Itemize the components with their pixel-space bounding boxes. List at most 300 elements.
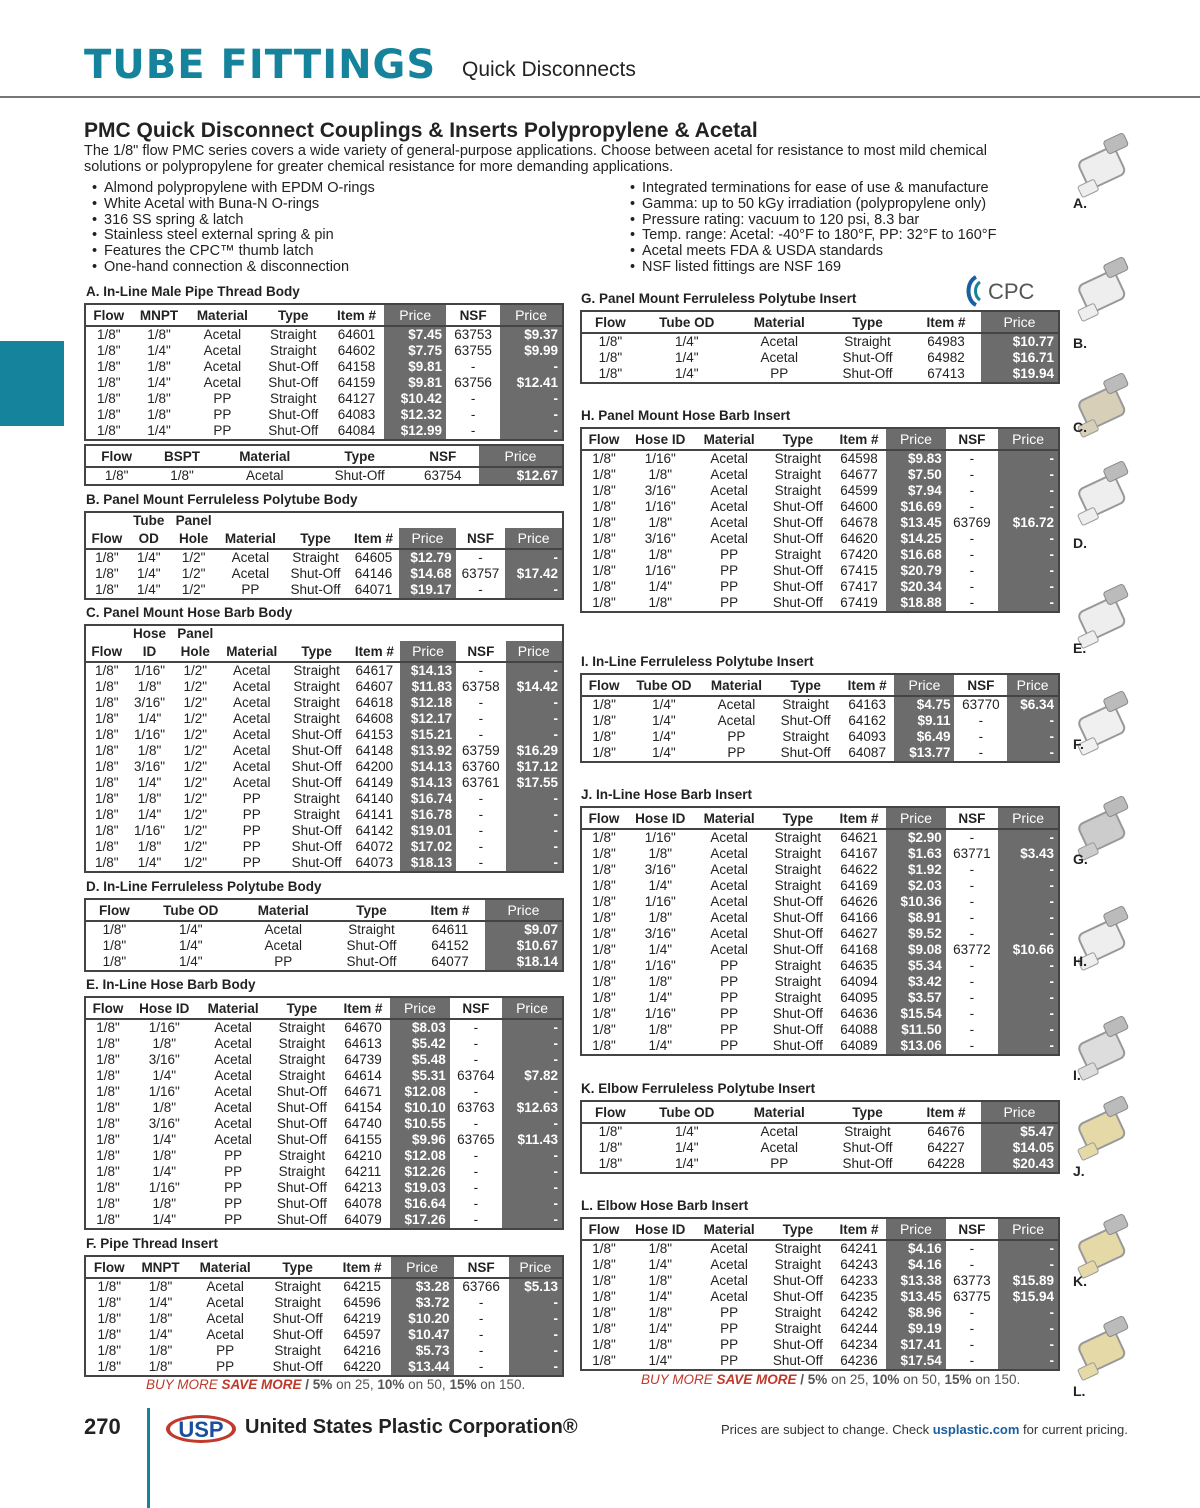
feature-bullet: • NSF listed fittings are NSF 169 [628,260,996,276]
table-header: Type [313,445,407,467]
table-header: Type [824,311,911,333]
table-cell: 1/4" [136,550,161,565]
table-cell: PP [720,563,739,578]
table-cell: - [998,450,1059,467]
table-cell: Acetal [233,743,271,758]
table-row [85,807,563,823]
table-cell: 1/4" [675,1140,699,1155]
table-cell: 64072 [355,839,394,854]
table-cell: $12.26 [390,1164,450,1180]
table-cell: Shut-Off [780,745,831,760]
table-cell: 1/2" [183,823,208,838]
table-cell: Acetal [245,468,284,483]
table-cell: Acetal [214,1116,252,1131]
table-cell: 1/8" [137,679,162,694]
table-cell: Shut-Off [276,1196,327,1211]
table-cell: - [969,1241,975,1256]
feature-list-left [90,181,375,276]
table-header: Type [258,304,328,326]
table-cell: 1/8" [592,1241,616,1256]
table-cell: Shut-Off [346,938,397,953]
product-letter-label: H. [1073,953,1087,969]
table-row [85,1132,563,1148]
table-cell: $3.42 [886,974,946,990]
table-cell: 64635 [840,958,878,973]
table-header: Type [268,997,336,1019]
table-cell: PP [242,839,261,854]
table-cell: $19.03 [390,1180,450,1196]
table-cell: - [478,1359,484,1374]
table-cell: 64234 [840,1337,878,1352]
table-cell: - [978,745,984,760]
table-header: Price [998,1218,1059,1240]
table-cell: 1/2" [183,839,208,854]
table-cell: 64141 [355,807,394,822]
table-cell: 1/8" [97,1327,122,1342]
table-cell: $9.81 [384,375,446,391]
table-cell: 63755 [454,343,492,358]
table-row [85,1148,563,1164]
table-cell: 64162 [848,713,886,728]
table-row [85,359,563,375]
table-cell: 1/4" [652,713,676,728]
table-cell: - [998,467,1059,483]
table-header-top [219,625,284,641]
table-cell: $10.55 [390,1116,450,1132]
table-cell: 1/8" [148,1359,173,1374]
table-cell: - [478,550,483,565]
table-cell: Shut-Off [772,499,823,514]
table-cell: 1/8" [592,878,616,893]
table-cell: 64599 [840,483,878,498]
table-cell: 1/8" [648,974,673,989]
table-header: OD [128,528,170,549]
table-cell: Straight [774,878,822,893]
table-cell: 1/4" [652,697,676,712]
table-cell: 1/16" [133,727,166,742]
table-cell: 1/16" [644,499,676,514]
table-cell: 1/8" [592,1305,616,1320]
table-cell: $16.64 [390,1196,450,1212]
table-cell: 1/16" [148,1180,180,1195]
table-cell: Straight [293,711,340,726]
fitting-product-image [1070,132,1146,202]
table-row [85,1036,563,1052]
pricing-note: Prices are subject to change. Check usplastic.com for current pricing. [721,1422,1128,1437]
table-header: Price [998,428,1059,450]
table-cell: Shut-Off [842,366,893,381]
table-cell: PP [720,1353,739,1368]
table-cell: 1/8" [96,1164,120,1179]
table-cell: $7.82 [502,1068,563,1084]
table-cell: Shut-Off [276,1180,327,1195]
table-cell: 64094 [840,974,878,989]
table-cell: - [506,791,563,807]
table-cell: Acetal [760,334,798,349]
section-title-c: C. Panel Mount Hose Barb Body [86,605,293,620]
table-cell: 1/8" [148,1311,173,1326]
table-cell: PP [224,1212,243,1227]
table-cell: - [998,1240,1059,1257]
table-cell: - [502,1164,563,1180]
table-cell: Acetal [206,1311,244,1326]
feature-bullet: • Acetal meets FDA & USDA standards [628,244,996,260]
table-cell: 1/8" [598,366,623,381]
table-cell: $15.89 [998,1273,1059,1289]
table-cell: Straight [270,327,317,342]
table-cell: 64213 [344,1180,382,1195]
table-row [85,954,563,971]
table-cell: Shut-Off [276,1212,327,1227]
table-cell: 67419 [840,595,878,610]
table-cell: Shut-Off [772,1022,823,1037]
table-cell: $13.77 [894,745,954,762]
table-cell: 1/8" [152,1036,177,1051]
table-header: Item # [348,528,399,549]
table-cell: 1/8" [592,531,616,546]
table-cell: 64155 [344,1132,382,1147]
table-cell: 64216 [343,1343,381,1358]
table-cell: 1/8" [102,938,127,953]
section-title-e: E. In-Line Hose Barb Body [86,977,256,992]
table-cell: 1/8" [94,711,119,726]
table-row [85,711,563,727]
table-cell: 1/8" [96,1020,120,1035]
table-header: Price [886,807,946,829]
table-header: Material [694,807,763,829]
product-letter-label: I. [1073,1067,1081,1083]
table-cell: 1/8" [147,407,171,422]
table-cell: - [969,878,975,893]
table-k [580,1100,1060,1174]
table-cell: - [502,1019,563,1036]
table-cell: - [998,1257,1059,1273]
table-cell: 64600 [840,499,878,514]
table-cell: Acetal [710,926,748,941]
website-link[interactable]: usplastic.com [932,1422,1020,1437]
table-row [85,1180,563,1196]
table-row [85,1196,563,1212]
table-cell: 1/4" [137,855,162,870]
table-cell: 1/8" [94,663,119,678]
table-header: Material [187,304,259,326]
table-cell: 1/8" [96,391,121,406]
table-cell: $18.14 [485,954,563,971]
table-cell: 64613 [344,1036,382,1051]
table-cell: - [500,407,563,423]
table-cell: Acetal [233,679,271,694]
table-cell: Acetal [214,1068,252,1083]
table-cell: Straight [774,846,822,861]
table-cell: 1/4" [137,775,162,790]
table-cell: - [969,563,975,578]
table-header: Flow [581,1218,626,1240]
table-cell: 1/4" [147,343,171,358]
table-cell: Acetal [710,862,748,877]
fitting-product-image [1070,256,1146,326]
section-title-b: B. Panel Mount Ferruleless Polytube Body [86,492,358,507]
table-cell: 1/4" [148,1295,173,1310]
table-cell: 1/4" [152,1132,177,1147]
table-cell: Straight [293,791,340,806]
table-cell: 1/2" [183,679,208,694]
table-header: Price [506,641,563,662]
table-cell: - [998,926,1059,942]
table-cell: Acetal [203,343,242,358]
table-header: Flow [85,641,128,662]
table-header: Type [283,528,348,549]
table-cell: Straight [293,807,340,822]
table-cell: $4.75 [894,696,954,713]
table-cell: 1/8" [592,894,616,909]
table-cell: - [478,855,484,870]
product-letter-label: L. [1073,1383,1086,1399]
table-cell: Shut-Off [268,407,319,422]
table-cell: 64605 [354,550,393,565]
table-cell: 1/8" [97,1311,122,1326]
table-cell: PP [720,547,739,562]
table-cell: - [969,958,975,973]
table-cell: PP [720,990,739,1005]
section-title-h: H. Panel Mount Hose Barb Insert [581,408,791,423]
table-cell: Acetal [203,375,242,390]
table-row [581,1257,1059,1273]
table-cell: 1/8" [592,515,616,530]
table-cell: Straight [274,1343,321,1358]
table-cell: $7.75 [384,343,446,359]
table-cell: $16.78 [400,807,456,823]
table-cell: 1/16" [644,830,676,845]
table-cell: 1/8" [598,334,623,349]
table-cell: 1/16" [644,563,676,578]
table-header: Type [262,1256,334,1278]
table-cell: 64159 [337,375,376,390]
table-cell: - [969,830,975,845]
table-cell: Acetal [214,1036,252,1051]
table-header-top: Hose [128,625,172,641]
table-cell: $3.57 [886,990,946,1006]
table-cell: 1/16" [148,1084,180,1099]
table-header: Material [189,1256,262,1278]
table-cell: Acetal [233,663,271,678]
table-cell: 1/8" [592,499,616,514]
table-cell: 1/8" [96,1052,120,1067]
table-cell: - [470,359,476,374]
table-j [580,806,1060,1056]
table-cell: Straight [844,1124,891,1139]
table-row [581,483,1059,499]
table-cell: - [502,1180,563,1196]
table-cell: Acetal [206,1279,244,1294]
table-cell: 1/4" [648,1321,673,1336]
table-row [581,1289,1059,1305]
table-cell: Straight [278,1068,326,1083]
table-cell: Acetal [206,1295,244,1310]
table-cell: Shut-Off [268,423,319,438]
table-cell: PP [241,582,260,597]
table-cell: Acetal [710,1241,748,1256]
table-cell: 1/2" [183,727,208,742]
table-cell: Straight [774,1257,822,1272]
table-row [85,695,563,711]
table-cell: PP [242,855,261,870]
section-title-j: J. In-Line Hose Barb Insert [581,787,753,802]
table-row [581,350,1059,366]
table-cell: $19.01 [400,823,456,839]
table-cell: 1/8" [95,566,119,581]
table-cell: - [998,862,1059,878]
table-cell: - [502,1212,563,1229]
table-header: Flow [581,1101,639,1123]
table-cell: 64243 [840,1257,878,1272]
table-cell: 64215 [343,1279,381,1294]
table-cell: 64671 [344,1084,382,1099]
table-cell: - [473,1212,479,1227]
table-cell: $17.12 [506,759,563,775]
table-cell: 1/8" [96,423,121,438]
table-cell: - [998,1305,1059,1321]
table-cell: Acetal [233,727,271,742]
table-cell: Straight [278,1148,326,1163]
table-cell: 64622 [840,862,878,877]
table-cell: PP [242,791,261,806]
table-cell: 1/2" [183,663,208,678]
table-cell: Straight [774,467,822,482]
table-header: Item # [328,304,384,326]
table-cell: Shut-Off [291,775,342,790]
table-cell: Shut-Off [276,1132,327,1147]
table-cell: 1/8" [592,483,616,498]
table-cell: - [502,1116,563,1132]
table-cell: 1/16" [133,823,166,838]
table-cell: - [506,823,563,839]
table-header: NSF [946,1218,998,1240]
table-cell: - [478,1295,484,1310]
table-header: Hose ID [626,428,694,450]
table-cell: 1/8" [592,862,616,877]
table-cell: 1/16" [644,1006,676,1021]
table-cell: 1/8" [592,1337,616,1352]
table-cell: 1/8" [96,343,121,358]
table-row [85,1100,563,1116]
table-cell: Straight [774,483,822,498]
table-cell: $17.42 [505,566,563,582]
table-cell: $16.68 [886,547,946,563]
table-row [85,855,563,872]
table-cell: 64083 [337,407,376,422]
table-cell: Shut-Off [842,1140,893,1155]
table-cell: 1/8" [96,359,121,374]
table-header: NSF [446,304,500,326]
table-cell: 63765 [457,1132,495,1147]
table-row [581,547,1059,563]
table-header: Price [894,674,954,696]
table-header: Item # [336,997,390,1019]
table-header: MNPT [132,304,187,326]
table-cell: 1/4" [675,334,699,349]
table-header: NSF [954,674,1007,696]
table-cell: Acetal [710,942,748,957]
table-cell: $8.91 [886,910,946,926]
table-header-top: Tube [128,512,170,528]
table-cell: - [505,582,563,599]
table-cell: $9.83 [886,450,946,467]
table-cell: - [1007,729,1059,745]
product-letter-label: F. [1073,736,1084,752]
table-cell: - [478,695,484,710]
table-cell: PP [720,595,739,610]
table-cell: $13.44 [391,1359,454,1376]
table-cell: $9.37 [500,326,563,343]
table-cell: $4.16 [886,1257,946,1273]
table-cell: 67417 [840,579,878,594]
table-cell: - [478,839,484,854]
table-cell: Acetal [264,922,302,937]
table-cell: 1/4" [648,1038,673,1053]
table-cell: - [502,1196,563,1212]
table-row [85,1278,563,1295]
table-header: NSF [454,1256,509,1278]
table-row [581,1022,1059,1038]
table-cell: $11.43 [502,1132,563,1148]
table-row [85,1327,563,1343]
table-cell: 1/8" [94,775,119,790]
table-cell: $15.54 [886,1006,946,1022]
table-row [85,775,563,791]
table-cell: 1/8" [592,697,616,712]
table-cell: - [969,547,975,562]
table-row [85,1019,563,1036]
table-cell: Shut-Off [272,1359,323,1374]
table-row [85,1068,563,1084]
table-cell: 1/4" [137,807,162,822]
table-cell: Acetal [710,894,748,909]
table-cell: - [470,423,476,438]
table-cell: 64149 [355,775,394,790]
table-cell: $12.67 [479,467,563,485]
table-cell: 64088 [840,1022,878,1037]
table-cell: Straight [270,391,317,406]
table-cell: 1/8" [598,1156,623,1171]
table-cell: $2.03 [886,878,946,894]
table-row [85,1359,563,1376]
table-cell: 63761 [462,775,500,790]
table-cell: - [473,1148,479,1163]
table-cell: 1/16" [644,894,676,909]
table-cell: $20.34 [886,579,946,595]
table-cell: PP [720,958,739,973]
table-header: Item # [415,899,485,921]
table-cell: $14.05 [981,1140,1059,1156]
table-cell: PP [770,366,789,381]
table-cell: PP [720,1038,739,1053]
table-cell: 1/8" [598,1140,623,1155]
table-cell: - [473,1020,479,1035]
table-row [85,582,563,599]
table-cell: - [473,1180,479,1195]
table-cell: 63759 [462,743,500,758]
table-cell: 1/8" [95,550,119,565]
table-cell: 64740 [344,1116,382,1131]
table-cell: 64614 [344,1068,382,1083]
table-cell: - [506,807,563,823]
table-cell: 1/8" [592,547,616,562]
table-cell: 1/8" [592,1289,616,1304]
table-cell: 1/8" [648,1273,673,1288]
table-header: Flow [581,674,626,696]
table-header-top [399,512,455,528]
table-cell: 63772 [953,942,991,957]
